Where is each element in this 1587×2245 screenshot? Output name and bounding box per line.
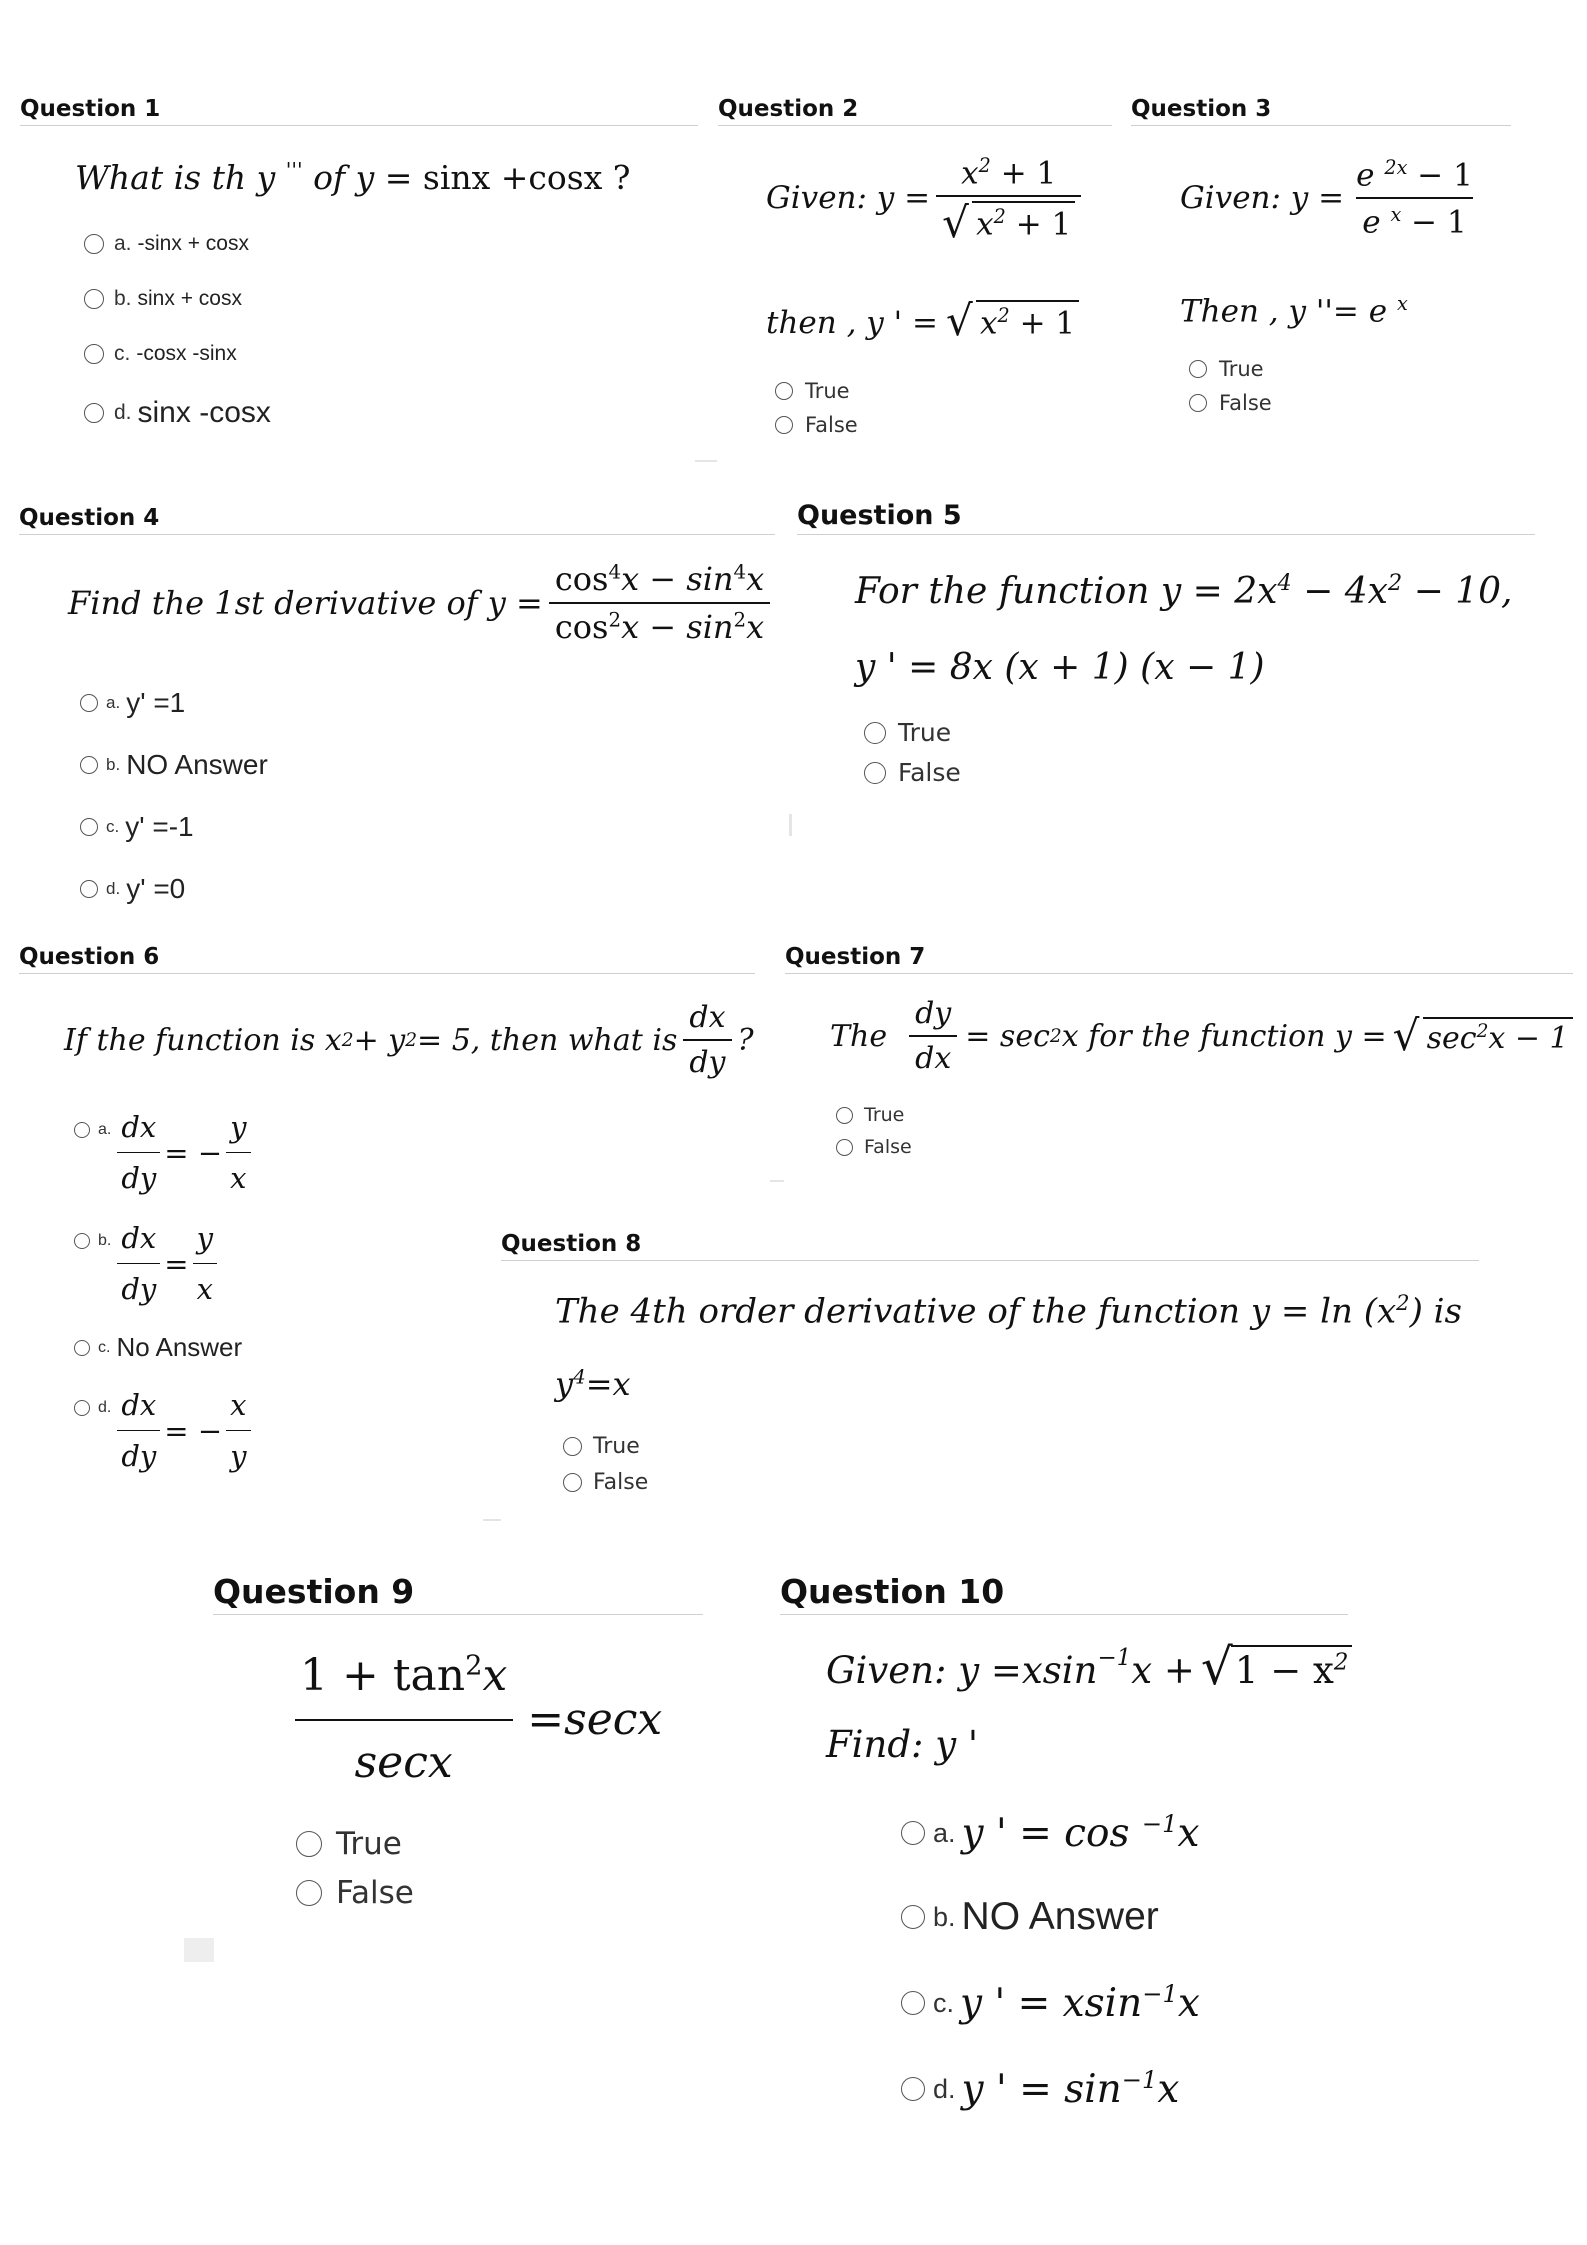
- q6-option-d[interactable]: d. $\frac{dx}{dy}$ = − $\frac{x}{y}$: [74, 1388, 251, 1473]
- radio-icon[interactable]: [80, 880, 98, 898]
- q4-lead: Find the 1st derivative of y =: [68, 584, 543, 622]
- radio-icon[interactable]: [775, 382, 793, 400]
- q2-numerator: $x^2 + 1$: [961, 154, 1057, 192]
- q6-option-a[interactable]: a. $\frac{dx}{dy}$ = − $\frac{y}{x}$: [74, 1110, 251, 1195]
- option-letter: d.: [106, 879, 121, 898]
- question-7-header: Question 7: [785, 944, 1573, 974]
- question-10-header: Question 10: [780, 1572, 1348, 1615]
- q1-text-a: What is th y: [75, 158, 286, 197]
- sqrt-icon: √ $x^2 + 1$: [946, 300, 1079, 341]
- radio-icon[interactable]: [563, 1437, 582, 1456]
- option-letter: b.: [106, 755, 121, 774]
- option-text: y' =0: [126, 873, 186, 904]
- q5-option-false[interactable]: [864, 758, 961, 787]
- q6a-lhs-fraction: $\frac{dx}{dy}$: [117, 1110, 160, 1195]
- radio-icon[interactable]: [74, 1233, 90, 1249]
- radio-icon[interactable]: [84, 344, 104, 364]
- question-8-line2: $y^4=x$: [555, 1365, 631, 1403]
- option-text: False: [864, 1136, 912, 1158]
- option-text: sinx -cosx: [137, 396, 271, 429]
- option-text: True: [805, 379, 850, 403]
- option-text: True: [593, 1434, 640, 1459]
- q4-option-d[interactable]: [80, 873, 185, 905]
- radio-icon[interactable]: [864, 722, 886, 744]
- question-5-line1: For the function $y = 2x^4 - 4x^2 - 10$,: [855, 570, 1513, 612]
- question-1-text: [75, 158, 631, 197]
- question-6-text: If the function is x 2 + y 2 = 5, then what is $\frac{dx}{dy}$ ?: [64, 1000, 754, 1080]
- q9-rhs: =secx: [527, 1693, 663, 1745]
- question-2-header: Question 2: [718, 96, 1112, 126]
- option-text: NO Answer: [961, 1895, 1159, 1938]
- radio-icon[interactable]: [296, 1831, 322, 1857]
- option-text: y' =-1: [125, 811, 194, 842]
- q7-fraction: $\frac{dy}{dx}$: [909, 996, 957, 1076]
- radio-icon[interactable]: [901, 1991, 925, 2015]
- q6b-lhs-fraction: $\frac{dx}{dy}$: [117, 1221, 160, 1306]
- q10-option-a[interactable]: a. y ' = cos $^{-1}$x: [901, 1810, 1200, 1856]
- option-letter: b.: [98, 1232, 112, 1249]
- radio-icon[interactable]: [901, 2077, 925, 2101]
- radio-icon[interactable]: [296, 1880, 322, 1906]
- option-letter: c.: [106, 817, 120, 836]
- q2-then-label: then , y ' =: [766, 305, 939, 342]
- option-text: NO Answer: [126, 749, 268, 780]
- q1-option-c[interactable]: [84, 342, 237, 366]
- q1-text-b: ''': [285, 158, 303, 182]
- option-letter: a.: [933, 1817, 956, 1848]
- q2-given-label: Given: y =: [766, 180, 931, 217]
- q10-option-c[interactable]: c. y ' = xsin$^{-1}$x: [901, 1980, 1200, 2026]
- option-letter: b.: [933, 1901, 956, 1932]
- question-5-line2: y ' = 8x (x + 1) (x − 1): [855, 647, 1265, 688]
- radio-icon[interactable]: [80, 818, 98, 836]
- q6b-rhs-fraction: $\frac{y}{x}$: [193, 1221, 217, 1306]
- q4-option-c[interactable]: [80, 811, 194, 843]
- option-text: -cosx -sinx: [136, 342, 237, 365]
- option-letter: a.: [114, 232, 132, 255]
- question-3-then: [1180, 292, 1408, 329]
- radio-icon[interactable]: [80, 694, 98, 712]
- option-letter: a.: [106, 693, 121, 712]
- radio-icon[interactable]: [74, 1122, 90, 1138]
- divider-mark: [695, 460, 717, 462]
- radio-icon[interactable]: [864, 762, 886, 784]
- q3-then-label: Then , y ''= e: [1180, 293, 1397, 330]
- option-text: False: [336, 1875, 414, 1911]
- q6d-rhs-fraction: $\frac{x}{y}$: [226, 1388, 250, 1473]
- q7-option-true[interactable]: [836, 1104, 904, 1126]
- option-text: True: [864, 1104, 905, 1126]
- option-letter: d.: [933, 2073, 956, 2104]
- radio-icon[interactable]: [84, 234, 104, 254]
- radio-icon[interactable]: [84, 403, 104, 423]
- option-text: False: [898, 758, 961, 787]
- sqrt-icon: √ $x^2 + 1$: [942, 201, 1075, 242]
- q7-option-false[interactable]: [836, 1136, 912, 1158]
- q3-then-exp: x: [1396, 292, 1408, 315]
- q6-option-c[interactable]: [74, 1332, 242, 1363]
- q2-fraction: [936, 154, 1081, 247]
- q3-fraction: [1350, 156, 1479, 241]
- option-letter: d.: [98, 1399, 112, 1416]
- q1-option-d[interactable]: [84, 396, 271, 430]
- option-text: sinx + cosx: [137, 287, 242, 310]
- option-letter: a.: [98, 1121, 112, 1138]
- q3-given-label: Given: y =: [1180, 180, 1345, 217]
- q3-option-true[interactable]: [1189, 357, 1264, 381]
- question-10-find: Find: y ': [826, 1723, 979, 1766]
- question-3-given: [1180, 156, 1485, 241]
- question-1-header: Question 1: [20, 96, 698, 126]
- question-8-line1: The 4th order derivative of the function $y = \ln (x^2)$ is: [555, 1290, 1462, 1332]
- radio-icon[interactable]: [74, 1400, 90, 1416]
- radio-icon[interactable]: [84, 289, 104, 309]
- option-letter: d.: [114, 401, 132, 424]
- option-text: No Answer: [116, 1332, 243, 1362]
- option-letter: b.: [114, 287, 132, 310]
- question-4-header: Question 4: [19, 505, 775, 535]
- question-3-header: Question 3: [1131, 96, 1511, 126]
- sqrt-icon: √ $\sec^2x - 1$: [1393, 1017, 1573, 1056]
- option-letter: c.: [114, 342, 131, 365]
- radio-icon[interactable]: [1189, 360, 1207, 378]
- option-text: False: [805, 413, 858, 437]
- divider-mark: [770, 1180, 784, 1182]
- q10-option-d[interactable]: d. y ' = $\sin^{-1}x$: [901, 2066, 1179, 2112]
- q3-numerator: e $^{2x}$ − 1: [1356, 156, 1473, 194]
- question-9-header: Question 9: [213, 1572, 703, 1615]
- question-9-expression: [288, 1650, 662, 1788]
- q1-text-c: of y =: [302, 158, 423, 197]
- q9-option-false[interactable]: [296, 1875, 414, 1911]
- radio-icon[interactable]: [901, 1905, 925, 1929]
- divider-mark: [789, 814, 792, 836]
- q9-fraction: [288, 1650, 519, 1788]
- radio-icon[interactable]: [775, 416, 793, 434]
- option-text: -sinx + cosx: [137, 232, 249, 255]
- radio-icon[interactable]: [1189, 394, 1207, 412]
- radio-icon[interactable]: [836, 1139, 853, 1156]
- q6a-rhs-fraction: $\frac{y}{x}$: [226, 1110, 250, 1195]
- option-text: True: [336, 1826, 402, 1862]
- radio-icon[interactable]: [80, 756, 98, 774]
- question-2-given: [766, 154, 1087, 247]
- option-text: True: [898, 718, 952, 747]
- q6-fraction: $\frac{dx}{dy}$: [683, 1000, 731, 1080]
- option-text: False: [1219, 391, 1272, 415]
- option-text: y' =1: [126, 687, 186, 718]
- q4-denominator: $\cos^2x - \sin^2x$: [549, 602, 770, 646]
- question-2-then: [766, 296, 1079, 346]
- radio-icon[interactable]: [836, 1107, 853, 1124]
- divider-mark: [483, 1519, 501, 1521]
- option-letter: c.: [98, 1338, 111, 1356]
- radio-icon[interactable]: [74, 1340, 90, 1356]
- q2-option-false[interactable]: [775, 413, 858, 437]
- q5-option-true[interactable]: [864, 718, 951, 747]
- divider-mark: [184, 1938, 214, 1962]
- q9-numerator: $1 + \tan^2x$: [300, 1650, 508, 1701]
- sqrt-icon: √ $1 - x^2$: [1201, 1645, 1353, 1692]
- radio-icon[interactable]: [563, 1473, 582, 1492]
- question-5-header: Question 5: [797, 500, 1535, 535]
- option-text: False: [593, 1470, 649, 1495]
- q4-numerator: $\cos^4x - \sin^4x$: [554, 560, 765, 598]
- q6d-lhs-fraction: $\frac{dx}{dy}$: [117, 1388, 160, 1473]
- q3-option-false[interactable]: [1189, 391, 1272, 415]
- q4-fraction: [549, 560, 770, 646]
- radio-icon[interactable]: [901, 1821, 925, 1845]
- q1-option-a[interactable]: [84, 232, 249, 256]
- question-10-given: Given: y =xsin $^{-1}$ x + √ $1 - x^2$: [826, 1645, 1352, 1692]
- q8-option-true[interactable]: [563, 1434, 640, 1459]
- question-8-header: Question 8: [501, 1231, 1479, 1261]
- q2-option-true[interactable]: [775, 379, 850, 403]
- q8-option-false[interactable]: [563, 1470, 648, 1495]
- question-6-header: Question 6: [19, 944, 755, 974]
- question-4-text: [68, 560, 776, 646]
- q10-option-b[interactable]: [901, 1895, 1159, 1939]
- q1-text-d: sinx +cosx ?: [422, 158, 631, 197]
- q9-option-true[interactable]: [296, 1826, 402, 1862]
- q4-option-a[interactable]: [80, 687, 185, 719]
- question-7-text: The $\frac{dy}{dx}$ = sec 2 x for the function y = √ $\sec^2x - 1$: [830, 996, 1573, 1076]
- q4-option-b[interactable]: [80, 749, 268, 781]
- q3-denominator: e $^x$ − 1: [1356, 197, 1472, 240]
- option-letter: c.: [933, 1987, 955, 2018]
- q6-option-b[interactable]: b. $\frac{dx}{dy}$ = $\frac{y}{x}$: [74, 1221, 217, 1306]
- q9-denominator: secx: [295, 1719, 513, 1788]
- q1-option-b[interactable]: [84, 287, 242, 311]
- option-text: True: [1219, 357, 1264, 381]
- q2-denominator: [936, 195, 1081, 247]
